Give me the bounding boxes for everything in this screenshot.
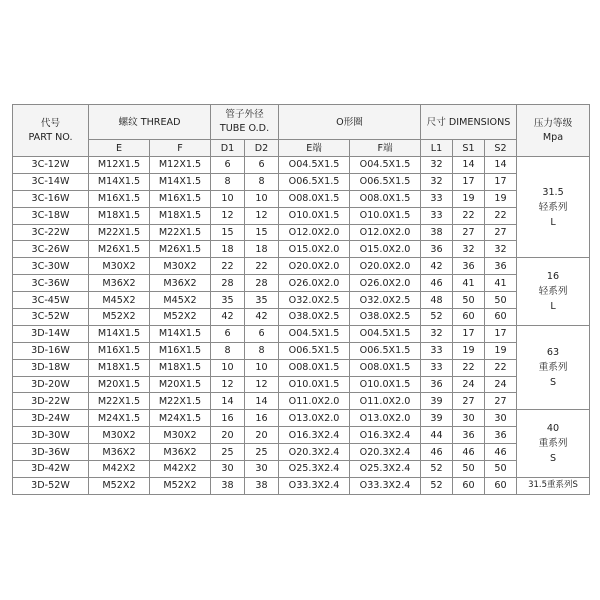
cell-thread-e: M12X1.5 xyxy=(89,157,150,174)
cell-d2: 6 xyxy=(245,325,279,342)
cell-d1: 25 xyxy=(211,444,245,461)
cell-l1: 48 xyxy=(421,292,453,309)
cell-s1: 27 xyxy=(453,393,485,410)
cell-thread-f: M16X1.5 xyxy=(150,342,211,359)
cell-oring-f: O12.0X2.0 xyxy=(350,224,421,241)
cell-s2: 36 xyxy=(485,427,517,444)
table-row xyxy=(13,461,590,478)
cell-thread-e: M14X1.5 xyxy=(89,325,150,342)
cell-s2: 36 xyxy=(485,258,517,275)
cell-l1: 38 xyxy=(421,224,453,241)
cell-s2: 17 xyxy=(485,325,517,342)
table-row xyxy=(13,410,590,427)
cell-thread-e: M24X1.5 xyxy=(89,410,150,427)
cell-oring-e: O06.5X1.5 xyxy=(279,173,350,190)
cell-s1: 46 xyxy=(453,444,485,461)
cell-oring-e: O38.0X2.5 xyxy=(279,309,350,326)
cell-l1: 32 xyxy=(421,325,453,342)
cell-part-no: 3D-24W xyxy=(13,410,89,427)
cell-s1: 36 xyxy=(453,258,485,275)
cell-s1: 50 xyxy=(453,292,485,309)
header-tube-en: TUBE O.D. xyxy=(219,123,270,134)
cell-l1: 32 xyxy=(421,157,453,174)
header-part-cn: 代号 xyxy=(40,117,61,129)
pressure-line: 轻系列 xyxy=(538,201,568,213)
cell-s1: 30 xyxy=(453,410,485,427)
cell-part-no: 3D-16W xyxy=(13,342,89,359)
cell-l1: 32 xyxy=(421,173,453,190)
cell-oring-f: O32.0X2.5 xyxy=(350,292,421,309)
subheader-e: E xyxy=(89,140,150,157)
cell-l1: 46 xyxy=(421,275,453,292)
cell-d1: 8 xyxy=(211,173,245,190)
subheader-s2: S2 xyxy=(485,140,517,157)
cell-s2: 60 xyxy=(485,477,517,494)
pressure-line: S xyxy=(549,377,557,389)
cell-oring-f: O33.3X2.4 xyxy=(350,477,421,494)
cell-l1: 42 xyxy=(421,258,453,275)
cell-oring-f: O04.5X1.5 xyxy=(350,325,421,342)
cell-d2: 16 xyxy=(245,410,279,427)
cell-oring-f: O11.0X2.0 xyxy=(350,393,421,410)
cell-d2: 8 xyxy=(245,342,279,359)
subheader-f: F xyxy=(150,140,211,157)
cell-d1: 10 xyxy=(211,359,245,376)
cell-l1: 52 xyxy=(421,309,453,326)
cell-s1: 32 xyxy=(453,241,485,258)
cell-s2: 17 xyxy=(485,173,517,190)
cell-s2: 41 xyxy=(485,275,517,292)
cell-s1: 22 xyxy=(453,359,485,376)
cell-thread-e: M30X2 xyxy=(89,258,150,275)
cell-oring-e: O32.0X2.5 xyxy=(279,292,350,309)
subheader-d1: D1 xyxy=(211,140,245,157)
cell-part-no: 3D-22W xyxy=(13,393,89,410)
cell-thread-e: M16X1.5 xyxy=(89,190,150,207)
cell-oring-e: O04.5X1.5 xyxy=(279,325,350,342)
cell-oring-f: O04.5X1.5 xyxy=(350,157,421,174)
cell-d2: 12 xyxy=(245,376,279,393)
cell-thread-e: M36X2 xyxy=(89,444,150,461)
cell-d1: 12 xyxy=(211,207,245,224)
table-row xyxy=(13,393,590,410)
cell-d2: 8 xyxy=(245,173,279,190)
cell-thread-f: M36X2 xyxy=(150,275,211,292)
table-row xyxy=(13,190,590,207)
cell-d2: 18 xyxy=(245,241,279,258)
cell-d1: 14 xyxy=(211,393,245,410)
cell-d1: 18 xyxy=(211,241,245,258)
cell-oring-f: O38.0X2.5 xyxy=(350,309,421,326)
cell-l1: 44 xyxy=(421,427,453,444)
cell-part-no: 3D-14W xyxy=(13,325,89,342)
cell-s2: 22 xyxy=(485,359,517,376)
cell-oring-e: O11.0X2.0 xyxy=(279,393,350,410)
header-thread: 螺纹 THREAD xyxy=(89,105,211,140)
cell-oring-e: O26.0X2.0 xyxy=(279,275,350,292)
cell-oring-f: O10.0X1.5 xyxy=(350,376,421,393)
table-row xyxy=(13,258,590,275)
cell-d2: 22 xyxy=(245,258,279,275)
table-row xyxy=(13,309,590,326)
cell-l1: 39 xyxy=(421,410,453,427)
cell-s2: 32 xyxy=(485,241,517,258)
cell-d1: 22 xyxy=(211,258,245,275)
cell-thread-f: M26X1.5 xyxy=(150,241,211,258)
cell-d2: 10 xyxy=(245,359,279,376)
cell-d2: 14 xyxy=(245,393,279,410)
cell-thread-f: M20X1.5 xyxy=(150,376,211,393)
cell-oring-e: O06.5X1.5 xyxy=(279,342,350,359)
cell-part-no: 3C-36W xyxy=(13,275,89,292)
cell-s2: 27 xyxy=(485,393,517,410)
cell-oring-e: O20.3X2.4 xyxy=(279,444,350,461)
cell-s2: 30 xyxy=(485,410,517,427)
cell-part-no: 3C-12W xyxy=(13,157,89,174)
cell-thread-e: M26X1.5 xyxy=(89,241,150,258)
table-row xyxy=(13,275,590,292)
cell-d2: 28 xyxy=(245,275,279,292)
pressure-line: L xyxy=(550,216,556,228)
cell-thread-f: M22X1.5 xyxy=(150,224,211,241)
subheader-l1: L1 xyxy=(421,140,453,157)
cell-thread-e: M52X2 xyxy=(89,477,150,494)
cell-d1: 15 xyxy=(211,224,245,241)
table-row xyxy=(13,157,590,174)
cell-l1: 33 xyxy=(421,359,453,376)
cell-d1: 35 xyxy=(211,292,245,309)
header-pressure xyxy=(517,105,590,157)
cell-s1: 60 xyxy=(453,477,485,494)
table-row xyxy=(13,173,590,190)
cell-s1: 36 xyxy=(453,427,485,444)
subheader-f-end: F端 xyxy=(350,140,421,157)
cell-d2: 25 xyxy=(245,444,279,461)
cell-part-no: 3D-18W xyxy=(13,359,89,376)
cell-s2: 50 xyxy=(485,461,517,478)
cell-thread-f: M22X1.5 xyxy=(150,393,211,410)
pressure-line: 40 xyxy=(546,423,560,435)
cell-s2: 19 xyxy=(485,342,517,359)
cell-l1: 33 xyxy=(421,207,453,224)
cell-thread-f: M36X2 xyxy=(150,444,211,461)
cell-thread-e: M42X2 xyxy=(89,461,150,478)
cell-d1: 6 xyxy=(211,325,245,342)
table-row xyxy=(13,477,590,494)
cell-oring-e: O10.0X1.5 xyxy=(279,207,350,224)
cell-part-no: 3C-26W xyxy=(13,241,89,258)
cell-oring-e: O08.0X1.5 xyxy=(279,359,350,376)
cell-thread-f: M30X2 xyxy=(150,258,211,275)
cell-oring-f: O20.3X2.4 xyxy=(350,444,421,461)
spec-table xyxy=(12,104,590,495)
cell-s2: 22 xyxy=(485,207,517,224)
cell-oring-e: O08.0X1.5 xyxy=(279,190,350,207)
header-pressure-cn: 压力等级 xyxy=(533,117,573,129)
table-row xyxy=(13,376,590,393)
cell-d1: 16 xyxy=(211,410,245,427)
cell-thread-f: M24X1.5 xyxy=(150,410,211,427)
cell-part-no: 3D-52W xyxy=(13,477,89,494)
cell-d1: 20 xyxy=(211,427,245,444)
header-part-no xyxy=(13,105,89,157)
header-dimensions: 尺寸 DIMENSIONS xyxy=(421,105,517,140)
cell-oring-e: O33.3X2.4 xyxy=(279,477,350,494)
cell-oring-e: O16.3X2.4 xyxy=(279,427,350,444)
cell-oring-e: O12.0X2.0 xyxy=(279,224,350,241)
pressure-group xyxy=(517,325,590,409)
cell-part-no: 3D-30W xyxy=(13,427,89,444)
cell-thread-f: M52X2 xyxy=(150,309,211,326)
cell-s1: 17 xyxy=(453,325,485,342)
cell-s1: 60 xyxy=(453,309,485,326)
header-pressure-en: Mpa xyxy=(542,131,564,143)
cell-d1: 8 xyxy=(211,342,245,359)
cell-thread-f: M52X2 xyxy=(150,477,211,494)
cell-oring-f: O06.5X1.5 xyxy=(350,342,421,359)
pressure-line: 31.5 xyxy=(542,186,564,198)
cell-s1: 27 xyxy=(453,224,485,241)
cell-thread-f: M42X2 xyxy=(150,461,211,478)
table-row xyxy=(13,207,590,224)
cell-s1: 22 xyxy=(453,207,485,224)
cell-part-no: 3C-18W xyxy=(13,207,89,224)
cell-part-no: 3C-30W xyxy=(13,258,89,275)
cell-oring-e: O15.0X2.0 xyxy=(279,241,350,258)
table-header xyxy=(13,105,590,157)
table-row xyxy=(13,342,590,359)
pressure-group xyxy=(517,258,590,326)
cell-thread-f: M30X2 xyxy=(150,427,211,444)
cell-d2: 42 xyxy=(245,309,279,326)
table-row xyxy=(13,325,590,342)
header-tube-od xyxy=(211,105,279,140)
cell-thread-f: M18X1.5 xyxy=(150,359,211,376)
pressure-group xyxy=(517,157,590,258)
cell-l1: 36 xyxy=(421,376,453,393)
table-row xyxy=(13,427,590,444)
cell-thread-e: M45X2 xyxy=(89,292,150,309)
pressure-line: S xyxy=(549,453,557,465)
cell-s1: 19 xyxy=(453,190,485,207)
cell-d1: 10 xyxy=(211,190,245,207)
table-row xyxy=(13,241,590,258)
cell-l1: 52 xyxy=(421,461,453,478)
cell-oring-e: O10.0X1.5 xyxy=(279,376,350,393)
cell-part-no: 3C-16W xyxy=(13,190,89,207)
header-tube-cn: 管子外径 xyxy=(225,109,264,120)
cell-thread-f: M14X1.5 xyxy=(150,325,211,342)
pressure-line: 31.5重系列S xyxy=(528,480,578,491)
cell-s2: 46 xyxy=(485,444,517,461)
cell-d1: 38 xyxy=(211,477,245,494)
cell-thread-e: M22X1.5 xyxy=(89,393,150,410)
cell-d2: 12 xyxy=(245,207,279,224)
cell-s2: 24 xyxy=(485,376,517,393)
cell-d1: 6 xyxy=(211,157,245,174)
cell-oring-e: O25.3X2.4 xyxy=(279,461,350,478)
pressure-group xyxy=(517,477,590,494)
cell-d2: 20 xyxy=(245,427,279,444)
cell-oring-f: O06.5X1.5 xyxy=(350,173,421,190)
cell-thread-e: M36X2 xyxy=(89,275,150,292)
cell-oring-e: O20.0X2.0 xyxy=(279,258,350,275)
cell-l1: 52 xyxy=(421,477,453,494)
cell-thread-e: M16X1.5 xyxy=(89,342,150,359)
cell-thread-e: M52X2 xyxy=(89,309,150,326)
table-body xyxy=(13,157,590,495)
pressure-line: L xyxy=(550,301,556,313)
cell-d2: 30 xyxy=(245,461,279,478)
table-row xyxy=(13,359,590,376)
cell-d1: 42 xyxy=(211,309,245,326)
cell-thread-e: M18X1.5 xyxy=(89,359,150,376)
pressure-group xyxy=(517,410,590,478)
cell-d1: 28 xyxy=(211,275,245,292)
pressure-line: 16 xyxy=(546,271,560,283)
cell-oring-e: O04.5X1.5 xyxy=(279,157,350,174)
cell-s1: 14 xyxy=(453,157,485,174)
table-row xyxy=(13,224,590,241)
cell-s2: 50 xyxy=(485,292,517,309)
cell-thread-e: M30X2 xyxy=(89,427,150,444)
cell-d2: 10 xyxy=(245,190,279,207)
cell-s1: 24 xyxy=(453,376,485,393)
cell-s2: 60 xyxy=(485,309,517,326)
cell-thread-f: M16X1.5 xyxy=(150,190,211,207)
cell-thread-f: M45X2 xyxy=(150,292,211,309)
cell-oring-f: O20.0X2.0 xyxy=(350,258,421,275)
table-row xyxy=(13,292,590,309)
cell-oring-f: O15.0X2.0 xyxy=(350,241,421,258)
cell-oring-f: O26.0X2.0 xyxy=(350,275,421,292)
cell-oring-f: O08.0X1.5 xyxy=(350,359,421,376)
table-row xyxy=(13,444,590,461)
cell-d2: 15 xyxy=(245,224,279,241)
pressure-line: 重系列 xyxy=(538,362,568,374)
cell-s2: 27 xyxy=(485,224,517,241)
cell-thread-f: M18X1.5 xyxy=(150,207,211,224)
header-part-en: PART NO. xyxy=(28,131,73,143)
cell-s1: 50 xyxy=(453,461,485,478)
pressure-line: 轻系列 xyxy=(538,286,568,298)
cell-l1: 39 xyxy=(421,393,453,410)
cell-l1: 36 xyxy=(421,241,453,258)
cell-oring-f: O25.3X2.4 xyxy=(350,461,421,478)
cell-d1: 30 xyxy=(211,461,245,478)
cell-s2: 19 xyxy=(485,190,517,207)
subheader-s1: S1 xyxy=(453,140,485,157)
cell-s2: 14 xyxy=(485,157,517,174)
cell-d2: 38 xyxy=(245,477,279,494)
subheader-d2: D2 xyxy=(245,140,279,157)
cell-part-no: 3C-52W xyxy=(13,309,89,326)
cell-thread-e: M20X1.5 xyxy=(89,376,150,393)
cell-oring-f: O08.0X1.5 xyxy=(350,190,421,207)
cell-thread-e: M14X1.5 xyxy=(89,173,150,190)
cell-thread-f: M12X1.5 xyxy=(150,157,211,174)
header-oring: O形圈 xyxy=(279,105,421,140)
cell-part-no: 3D-20W xyxy=(13,376,89,393)
cell-thread-f: M14X1.5 xyxy=(150,173,211,190)
cell-d2: 6 xyxy=(245,157,279,174)
cell-oring-f: O13.0X2.0 xyxy=(350,410,421,427)
cell-thread-e: M18X1.5 xyxy=(89,207,150,224)
cell-part-no: 3C-22W xyxy=(13,224,89,241)
cell-oring-f: O16.3X2.4 xyxy=(350,427,421,444)
cell-oring-f: O10.0X1.5 xyxy=(350,207,421,224)
cell-s1: 41 xyxy=(453,275,485,292)
cell-s1: 19 xyxy=(453,342,485,359)
subheader-e-end: E端 xyxy=(279,140,350,157)
cell-part-no: 3D-36W xyxy=(13,444,89,461)
cell-part-no: 3C-14W xyxy=(13,173,89,190)
cell-s1: 17 xyxy=(453,173,485,190)
cell-l1: 46 xyxy=(421,444,453,461)
cell-d2: 35 xyxy=(245,292,279,309)
cell-oring-e: O13.0X2.0 xyxy=(279,410,350,427)
cell-d1: 12 xyxy=(211,376,245,393)
cell-part-no: 3D-42W xyxy=(13,461,89,478)
pressure-line: 63 xyxy=(546,347,560,359)
cell-l1: 33 xyxy=(421,190,453,207)
cell-l1: 33 xyxy=(421,342,453,359)
cell-part-no: 3C-45W xyxy=(13,292,89,309)
cell-thread-e: M22X1.5 xyxy=(89,224,150,241)
pressure-line: 重系列 xyxy=(538,438,568,450)
